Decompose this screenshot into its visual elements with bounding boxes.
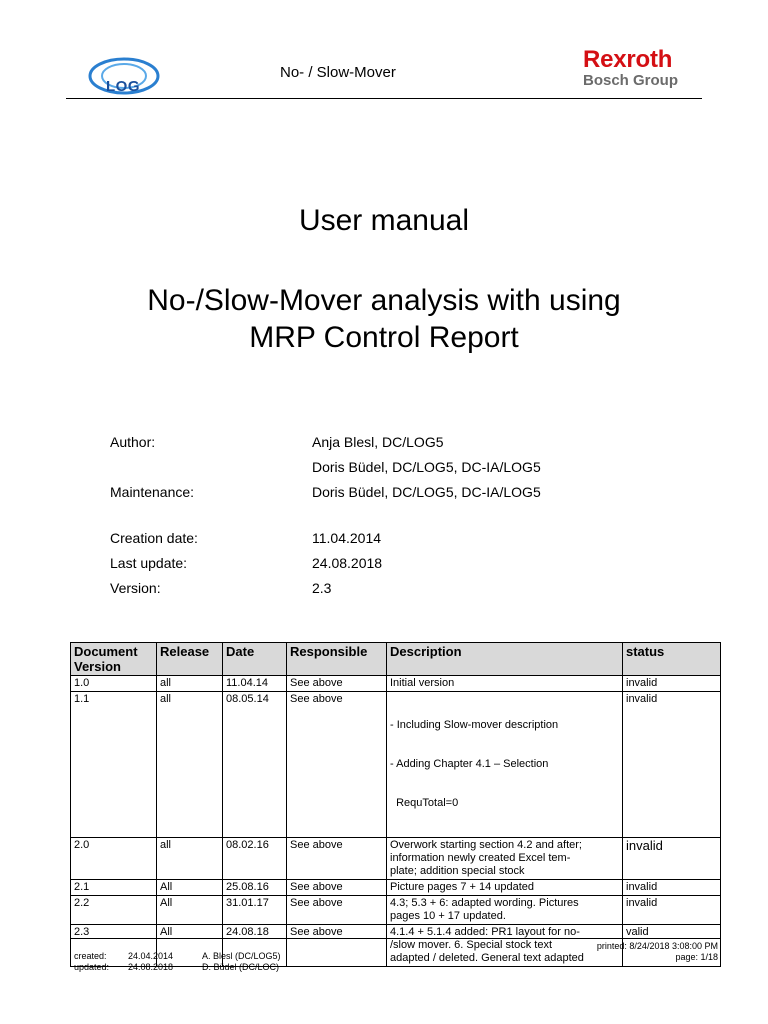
description-line: - Adding Chapter 4.1 – Selection bbox=[390, 758, 549, 770]
document-title bbox=[0, 202, 768, 239]
cell-date: 25.08.16 bbox=[223, 880, 287, 896]
cell-responsible: See above bbox=[287, 896, 387, 925]
cell-responsible: See above bbox=[287, 838, 387, 880]
document-subtitle bbox=[0, 282, 768, 356]
cell-version: 2.0 bbox=[71, 838, 157, 880]
table-row bbox=[71, 692, 721, 838]
description-line: plate; addition special stock bbox=[390, 865, 525, 877]
author-1: Anja Blesl, DC/LOG5 bbox=[312, 434, 444, 450]
cell-version: 1.1 bbox=[71, 692, 157, 838]
description-line: Picture pages 7 + 14 updated bbox=[390, 881, 535, 893]
col-header-status: status bbox=[623, 643, 721, 676]
footer-created-row bbox=[74, 951, 281, 962]
description-line: information newly created Excel tem- bbox=[390, 852, 571, 864]
updated-label: updated: bbox=[74, 962, 110, 972]
cell-description bbox=[387, 838, 623, 880]
description-line: Overwork starting section 4.2 and after; bbox=[390, 839, 582, 851]
cell-status: invalid bbox=[623, 896, 721, 925]
maintenance-label: Maintenance: bbox=[110, 484, 195, 500]
title-line-3: MRP Control Report bbox=[249, 321, 519, 354]
footer-authorship bbox=[74, 951, 281, 973]
page-number: page: 1/18 bbox=[675, 952, 718, 962]
creation-value: 11.04.2014 bbox=[312, 530, 382, 546]
title-line-1: User manual bbox=[298, 204, 470, 237]
cell-release: all bbox=[157, 676, 223, 692]
cell-responsible: See above bbox=[287, 925, 387, 967]
author-label: Author: bbox=[110, 434, 156, 450]
created-label: created: bbox=[74, 951, 107, 961]
created-by: A. Blesl (DC/LOG5) bbox=[202, 951, 281, 961]
cell-description bbox=[387, 925, 623, 967]
col-header-responsible: Responsible bbox=[287, 643, 387, 676]
update-value: 24.08.2018 bbox=[312, 555, 383, 571]
cell-date: 24.08.18 bbox=[223, 925, 287, 967]
cell-status: invalid bbox=[623, 838, 721, 880]
cell-release: All bbox=[157, 880, 223, 896]
cell-responsible: See above bbox=[287, 692, 387, 838]
cell-description bbox=[387, 896, 623, 925]
table-header-row bbox=[71, 643, 721, 676]
table-row bbox=[71, 676, 721, 692]
cell-responsible: See above bbox=[287, 880, 387, 896]
description-line: pages 10 + 17 updated. bbox=[390, 910, 506, 922]
page-header bbox=[66, 40, 702, 99]
col-header-release: Release bbox=[157, 643, 223, 676]
cell-status: invalid bbox=[623, 880, 721, 896]
version-value: 2.3 bbox=[312, 580, 332, 596]
author-2: Doris Büdel, DC/LOG5, DC-IA/LOG5 bbox=[312, 459, 541, 475]
cell-date: 31.01.17 bbox=[223, 896, 287, 925]
cell-release: all bbox=[157, 838, 223, 880]
table-row bbox=[71, 896, 721, 925]
description-line: /slow mover. 6. Special stock text bbox=[390, 939, 553, 951]
cell-date: 08.02.16 bbox=[223, 838, 287, 880]
brand-sub: Bosch Group bbox=[582, 72, 678, 89]
cell-version: 2.3 bbox=[71, 925, 157, 967]
cell-description bbox=[387, 692, 623, 838]
title-line-2: No-/Slow-Mover analysis with using bbox=[147, 284, 621, 317]
cell-release: all bbox=[157, 692, 223, 838]
table-row bbox=[71, 838, 721, 880]
cell-status: invalid bbox=[623, 676, 721, 692]
cell-status: invalid bbox=[623, 692, 721, 838]
log-logo-text: LOG bbox=[106, 78, 140, 95]
description-line: 4.1.4 + 5.1.4 added: PR1 layout for no- bbox=[390, 926, 580, 938]
table-row bbox=[71, 880, 721, 896]
header-title: No- / Slow-Mover bbox=[280, 64, 396, 81]
cell-release: All bbox=[157, 896, 223, 925]
version-history-table bbox=[70, 642, 721, 967]
col-header-version: Document Version bbox=[71, 643, 157, 676]
cell-date: 11.04.14 bbox=[223, 676, 287, 692]
creation-label: Creation date: bbox=[110, 530, 198, 546]
description-line: 4.3; 5.3 + 6: adapted wording. Pictures bbox=[390, 897, 579, 909]
description-line: RequTotal=0 bbox=[390, 797, 459, 809]
updated-date: 24.08.2018 bbox=[128, 962, 174, 972]
description-line: - Including Slow-mover description bbox=[390, 719, 559, 731]
cell-version: 1.0 bbox=[71, 676, 157, 692]
footer-print-info bbox=[597, 941, 718, 963]
rexroth-logo bbox=[583, 48, 678, 89]
cell-release: All bbox=[157, 925, 223, 967]
updated-by: D. Büdel (DC/LOC) bbox=[202, 962, 280, 972]
cell-date: 08.05.14 bbox=[223, 692, 287, 838]
cell-description bbox=[387, 676, 623, 692]
brand-name: Rexroth bbox=[582, 46, 673, 73]
created-date: 24.04.2014 bbox=[128, 951, 174, 961]
col-header-description: Description bbox=[387, 643, 623, 676]
description-line: Initial version bbox=[390, 677, 455, 689]
description-line: adapted / deleted. General text adapted bbox=[390, 952, 584, 964]
cell-version: 2.2 bbox=[71, 896, 157, 925]
maintenance-value: Doris Büdel, DC/LOG5, DC-IA/LOG5 bbox=[312, 484, 541, 500]
cell-version: 2.1 bbox=[71, 880, 157, 896]
col-header-date: Date bbox=[223, 643, 287, 676]
footer-updated-row bbox=[74, 962, 281, 973]
printed-timestamp: printed: 8/24/2018 3:08:00 PM bbox=[596, 941, 718, 951]
cell-status: valid bbox=[623, 925, 721, 967]
cell-description bbox=[387, 880, 623, 896]
update-label: Last update: bbox=[110, 555, 188, 571]
cell-responsible: See above bbox=[287, 676, 387, 692]
version-label: Version: bbox=[110, 580, 161, 596]
